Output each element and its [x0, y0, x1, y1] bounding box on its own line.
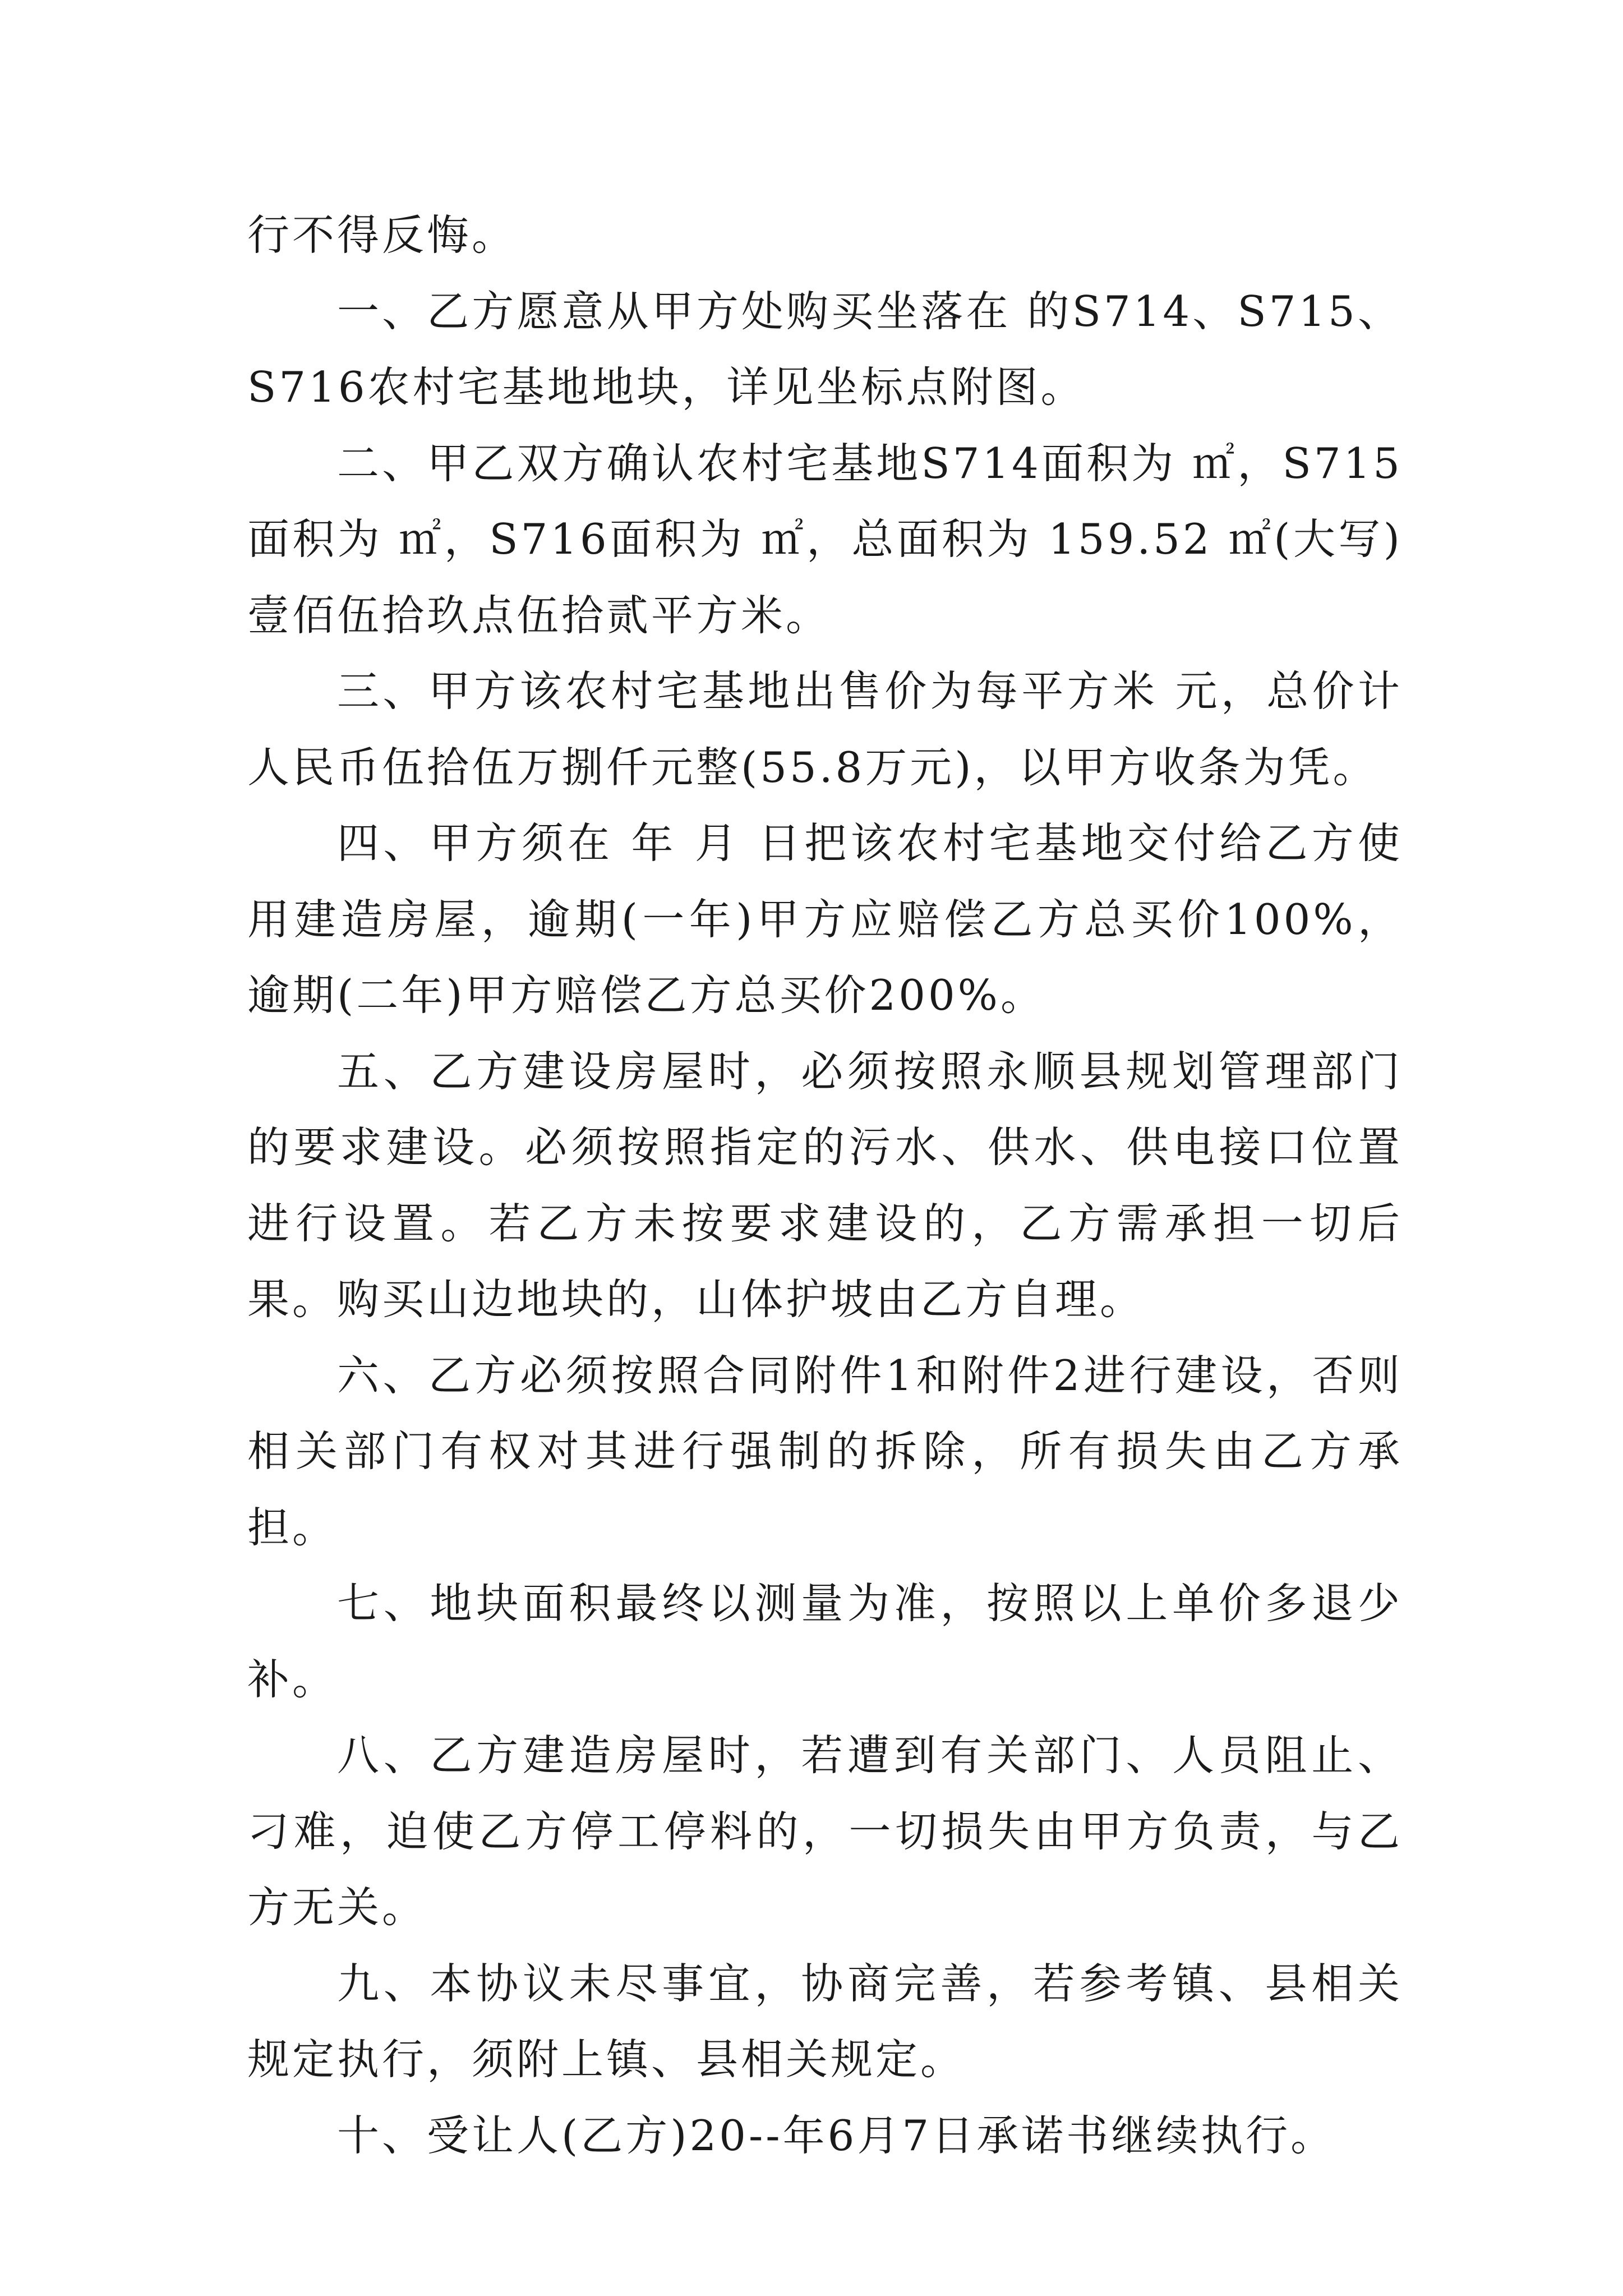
clause-2: 二、甲乙双方确认农村宅基地S714面积为 ㎡，S715面积为 ㎡，S716面积为 ㎡，总面积为 159.52 ㎡(大写)壹佰伍拾玖点伍拾贰平方米。 — [247, 438, 1403, 640]
paragraph-continuation: 行不得反悔。 — [247, 210, 517, 260]
clause-5: 五、乙方建设房屋时，必须按照永顺县规划管理部门的要求建设。必须按照指定的污水、供水、供电接口位置进行设置。若乙方未按要求建设的，乙方需承担一切后果。购买山边地块的，山体护坡由乙方自理。 — [247, 1046, 1403, 1324]
clause-9: 九、本协议未尽事宜，协商完善，若参考镇、县相关规定执行，须附上镇、县相关规定。 — [247, 1958, 1403, 2084]
clause-6: 六、乙方必须按照合同附件1和附件2进行建设，否则相关部门有权对其进行强制的拆除，所有损失由乙方承担。 — [247, 1350, 1403, 1552]
clause-8: 八、乙方建造房屋时，若遭到有关部门、人员阻止、刁难，迫使乙方停工停料的，一切损失由甲方负责，与乙方无关。 — [247, 1731, 1403, 1932]
clause-4: 四、甲方须在 年 月 日把该农村宅基地交付给乙方使用建造房屋，逾期(一年)甲方应赔偿乙方总买价100%，逾期(二年)甲方赔偿乙方总买价200%。 — [247, 818, 1403, 1020]
clause-1: 一、乙方愿意从甲方处购买坐落在 的S714、S715、S716农村宅基地地块，详见坐标点附图。 — [247, 286, 1403, 412]
clause-7: 七、地块面积最终以测量为准，按照以上单价多退少补。 — [247, 1579, 1403, 1704]
document-body — [247, 197, 1403, 2174]
clause-10: 十、受让人(乙方)20--年6月7日承诺书继续执行。 — [337, 2110, 1336, 2160]
clause-3: 三、甲方该农村宅基地出售价为每平方米 元，总价计人民币伍拾伍万捌仟元整(55.8万元)，以甲方收条为凭。 — [247, 666, 1403, 792]
